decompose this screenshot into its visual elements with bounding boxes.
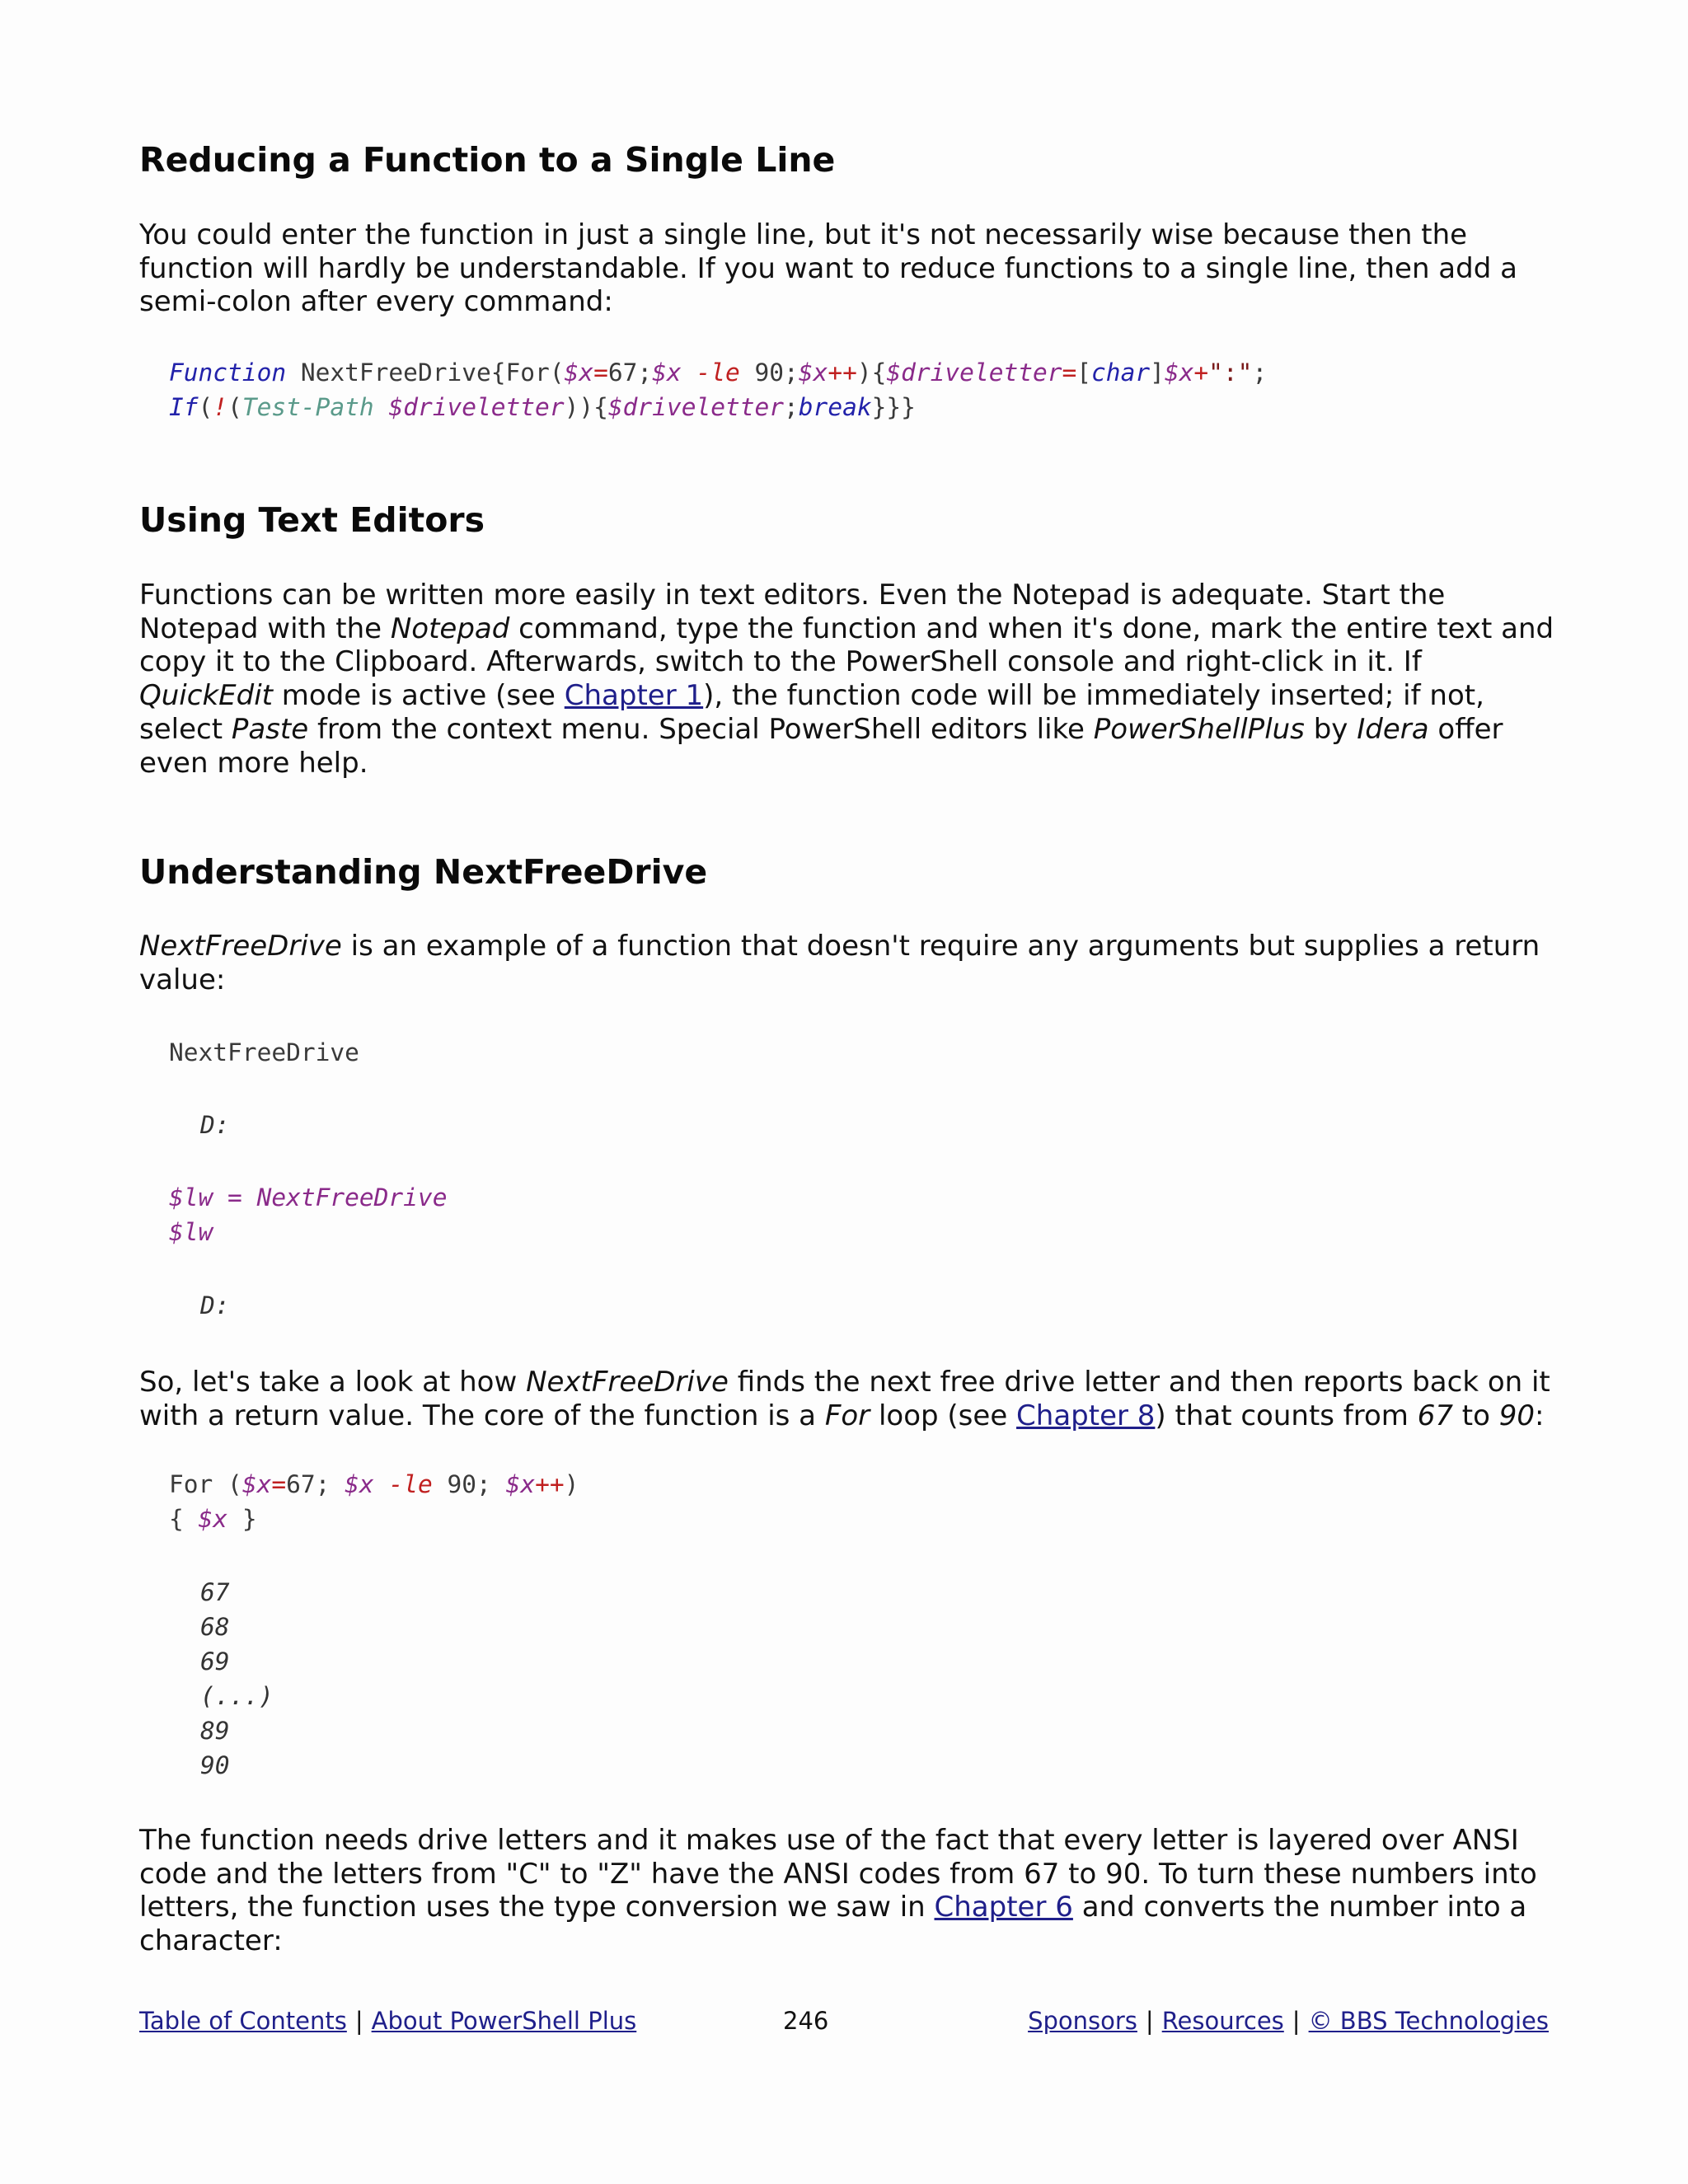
page-number: 246 [783,2007,829,2035]
section-heading-understanding: Understanding NextFreeDrive [139,852,708,892]
output-line: 90 [200,1751,230,1779]
footer-separator: | [354,2007,363,2035]
code-block-single-line-function [169,355,1267,424]
chapter-1-link[interactable]: Chapter 1 [564,679,704,713]
code-line: If(!(Test-Path $driveletter)){$driveletter;break}}} [169,393,916,421]
code-block-assign [169,1180,447,1249]
about-powershell-plus-link[interactable]: About PowerShell Plus [371,2007,637,2035]
code-line-call: NextFreeDrive [169,1038,359,1066]
code-line: { $x } [169,1505,257,1533]
code-line: Function NextFreeDrive{For($x=67;$x -le 90;$x++){$driveletter=[char]$x+":"; [169,359,1268,387]
output-line: 67 [200,1578,230,1606]
output-line-d2: D: [200,1291,230,1319]
resources-link[interactable]: Resources [1161,2007,1284,2035]
footer-right-links [1028,2004,1549,2037]
paragraph-single-line-intro: You could enter the function in just a single line, but it's not necessarily wise because then the function will hardly be understandable. If you want to reduce functions to a single line, then add a semi-colon after every command: [139,218,1517,319]
code-block-for-loop [169,1467,579,1536]
output-line: 89 [200,1717,230,1745]
footer-separator: | [1292,2007,1301,2035]
output-line: 69 [200,1647,230,1675]
output-line: 68 [200,1613,230,1641]
footer-separator: | [1145,2007,1154,2035]
output-line: (...) [200,1682,274,1710]
table-of-contents-link[interactable]: Table of Contents [139,2007,347,2035]
sponsors-link[interactable]: Sponsors [1028,2007,1137,2035]
code-line-assign: $lw = NextFreeDrive [169,1183,448,1212]
section-heading-single-line: Reducing a Function to a Single Line [139,140,836,180]
code-line-var: $lw [169,1218,213,1246]
paragraph-for-loop: So, let's take a look at how NextFreeDrive finds the next free drive letter and then reports back on it with a return value. The core of the function is a For loop (see Chapter 8) that counts from 67 to 90: [139,1366,1550,1432]
page-footer [139,2004,1549,2037]
paragraph-text-editors: Functions can be written more easily in text editors. Even the Notepad is adequate. Start the Notepad with the Notepad command, type the function and when it's done, mark the entire text and copy it to the Clipboard. Afterwards, switch to the PowerShell console and right-click in it. If QuickEdit mode is active (see Chapter 1), the function code will be immediately inserted; if not, select Paste from the context menu. Special PowerShell editors like PowerShellPlus by Idera offer even more help. [139,579,1554,780]
chapter-6-link[interactable]: Chapter 6 [934,1891,1073,1924]
footer-left-links [139,2004,636,2037]
output-line-d1: D: [200,1111,230,1139]
paragraph-nextfreedrive-intro: NextFreeDrive is an example of a function that doesn't require any arguments but supplies a return value: [139,930,1540,996]
output-block-numbers [200,1575,274,1783]
code-line: For ($x=67; $x -le 90; $x++) [169,1470,579,1498]
paragraph-ansi-codes: The function needs drive letters and it makes use of the fact that every letter is layered over ANSI code and the letters from "C" to "Z" have the ANSI codes from 67 to 90. To turn these numbers into letters, the function uses the type conversion we saw in Chapter 6 and converts the number into a character: [139,1824,1537,1958]
copyright-link[interactable]: © BBS Technologies [1308,2007,1549,2035]
section-heading-text-editors: Using Text Editors [139,500,485,540]
chapter-8-link[interactable]: Chapter 8 [1016,1399,1156,1432]
